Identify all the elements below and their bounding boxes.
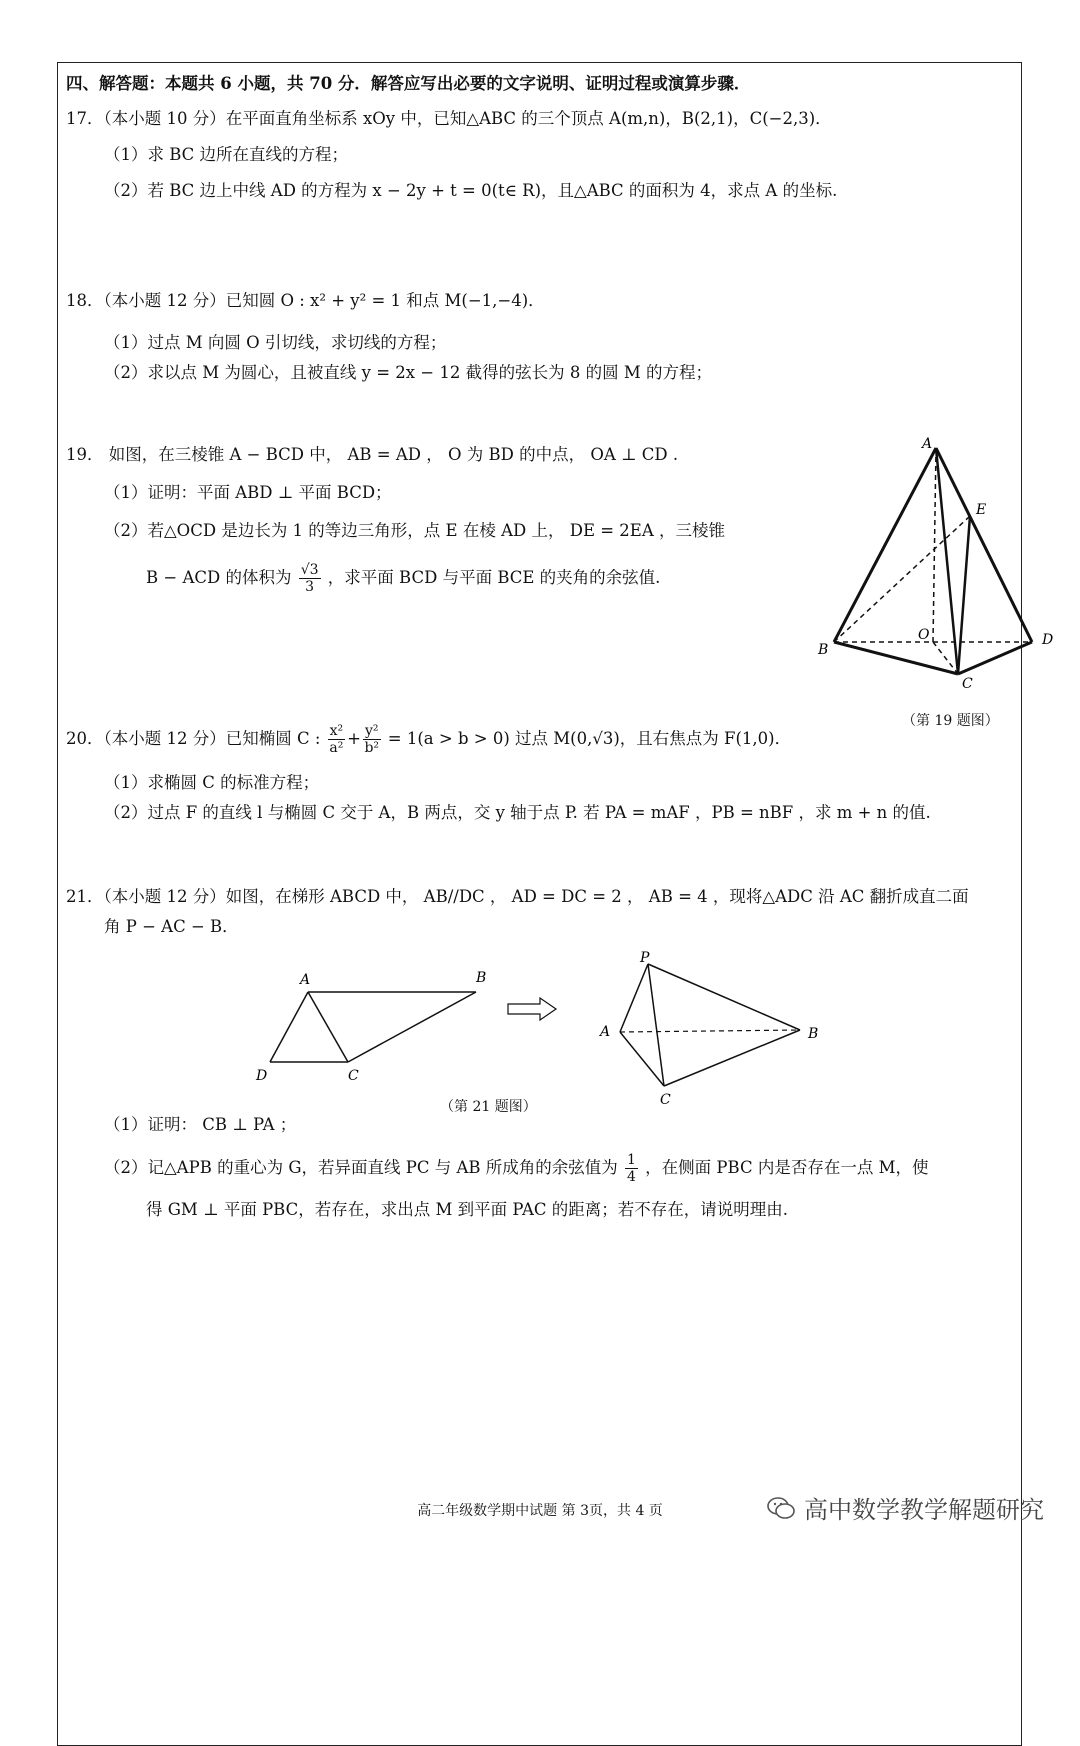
q21-cos-fraction xyxy=(625,1152,638,1185)
q19-label-e: E xyxy=(976,502,987,518)
q19-question-text: ，求平面 BCD 与平面 BCE 的夹角的余弦值. xyxy=(327,568,661,587)
q21-part2-cont: 得 GM ⊥ 平面 PBC，若存在，求出点 M 到平面 PAC 的距离；若不存在，请说明理由. xyxy=(146,1200,788,1219)
q19-label-b: B xyxy=(818,642,829,658)
q21-stem: 21．（本小题 12 分）如图，在梯形 ABCD 中， AB//DC ， AD = DC = 2 ， AB = 4 ，现将△ADC 沿 AC 翻折成直二面 xyxy=(66,887,969,906)
q18-stem: 18．（本小题 12 分）已知圆 O : x² + y² = 1 和点 M(−1,−4)． xyxy=(66,291,545,310)
wechat-icon xyxy=(766,1495,796,1521)
q20-y-den: b² xyxy=(364,740,380,756)
section-header: 四、解答题：本题共 6 小题，共 70 分．解答应写出必要的文字说明、证明过程或演算步骤． xyxy=(66,74,751,93)
q19-label-o: O xyxy=(918,627,930,643)
q21-trap-label-a: A xyxy=(300,972,311,988)
q19-label-a: A xyxy=(922,436,933,452)
q19-fraction-numerator: √3 xyxy=(300,562,319,578)
q21-cos-den: 4 xyxy=(627,1169,636,1185)
q21-trap-label-d: D xyxy=(256,1068,268,1084)
q19-figure-caption: （第 19 题图） xyxy=(902,713,999,729)
q21-part1: （1）证明： CB ⊥ PA ； xyxy=(104,1115,297,1134)
q21-stem-cont: 角 P − AC − B． xyxy=(104,917,239,936)
q20-y-num: y² xyxy=(365,723,379,739)
q21-figure xyxy=(250,946,850,1111)
q17-part1: （1）求 BC 边所在直线的方程； xyxy=(104,145,349,164)
q19-volume-text: B − ACD 的体积为 xyxy=(146,568,292,587)
q19-fraction-denominator: 3 xyxy=(305,579,315,595)
page-footer: 高二年级数学期中试题 第 3页，共 4 页 xyxy=(417,1503,663,1519)
q19-stem: 19． 如图，在三棱锥 A − BCD 中， AB = AD ， O 为 BD 的中点， OA ⊥ CD . xyxy=(66,445,679,464)
q20-part1: （1）求椭圆 C 的标准方程； xyxy=(104,773,320,792)
q19-label-c: C xyxy=(962,676,973,692)
q21-part2 xyxy=(104,1146,928,1190)
q19-part1: （1）证明：平面 ABD ⊥ 平面 BCD； xyxy=(104,483,392,502)
q17-part2: （2）若 BC 边上中线 AD 的方程为 x − 2y + t = 0(t∈ R)，且△ABC 的面积为 4，求点 A 的坐标. xyxy=(104,181,838,200)
q18-part2: （2）求以点 M 为圆心，且被直线 y = 2x − 12 截得的弦长为 8 的圆 M 的方程； xyxy=(104,363,712,382)
q20-stem-pre: 20．（本小题 12 分）已知椭圆 C : xyxy=(66,729,321,748)
q21-fold-label-c: C xyxy=(660,1092,671,1108)
q20-y-fraction xyxy=(363,723,381,756)
q19-part2: （2）若△OCD 是边长为 1 的等边三角形，点 E 在棱 AD 上， DE = 2EA ，三棱锥 xyxy=(104,521,726,540)
q18-part1: （1）过点 M 向圆 O 引切线，求切线的方程； xyxy=(104,333,447,352)
q21-fold-label-p: P xyxy=(640,950,650,966)
q17-stem: 17．（本小题 10 分）在平面直角坐标系 xOy 中，已知△ABC 的三个顶点 A(m,n)，B(2,1)，C(−2,3)． xyxy=(66,109,832,128)
watermark xyxy=(766,1490,1044,1525)
q20-stem: 20．（本小题 12 分）已知椭圆 C : $\frac{\text{x²}}{\text{a²}}$ + $\frac{\text{y²}}{\text{b²}}$ = 1(a > b > 0) 过点 M(0,√3)，且右焦点为 F(1,0)． xyxy=(66,723,792,756)
q21-fold-label-a: A xyxy=(600,1024,611,1040)
q20-x-den: a² xyxy=(329,740,344,756)
watermark-text: 高中数学教学解题研究 xyxy=(804,1496,1044,1524)
q20-part2: （2）过点 F 的直线 l 与椭圆 C 交于 A，B 两点，交 y 轴于点 P. 若 PA = mAF ，PB = nBF ，求 m + n 的值. xyxy=(104,803,931,822)
q21-fold-arrow-icon xyxy=(508,998,556,1020)
q21-trap-label-c: C xyxy=(348,1068,359,1084)
q21-part2-post: ，在侧面 PBC 内是否存在一点 M，使 xyxy=(645,1158,929,1177)
q21-fold-label-b: B xyxy=(808,1026,819,1042)
q21-trap-label-b: B xyxy=(476,970,487,986)
q19-tetrahedron-figure xyxy=(810,432,1060,697)
q21-figure-caption: （第 21 题图） xyxy=(440,1099,537,1115)
q21-cos-num: 1 xyxy=(627,1152,636,1168)
q19-volume-fraction xyxy=(299,562,321,595)
q20-stem-post: = 1(a > b > 0) 过点 M(0,√3)，且右焦点为 F(1,0)． xyxy=(387,729,792,748)
q19-part2-cont xyxy=(146,556,660,600)
q20-x-num: x² xyxy=(329,723,344,739)
q20-x-fraction xyxy=(328,723,346,756)
q19-label-d: D xyxy=(1042,632,1054,648)
q21-part2-pre: （2）记△APB 的重心为 G，若异面直线 PC 与 AB 所成角的余弦值为 xyxy=(104,1158,618,1177)
